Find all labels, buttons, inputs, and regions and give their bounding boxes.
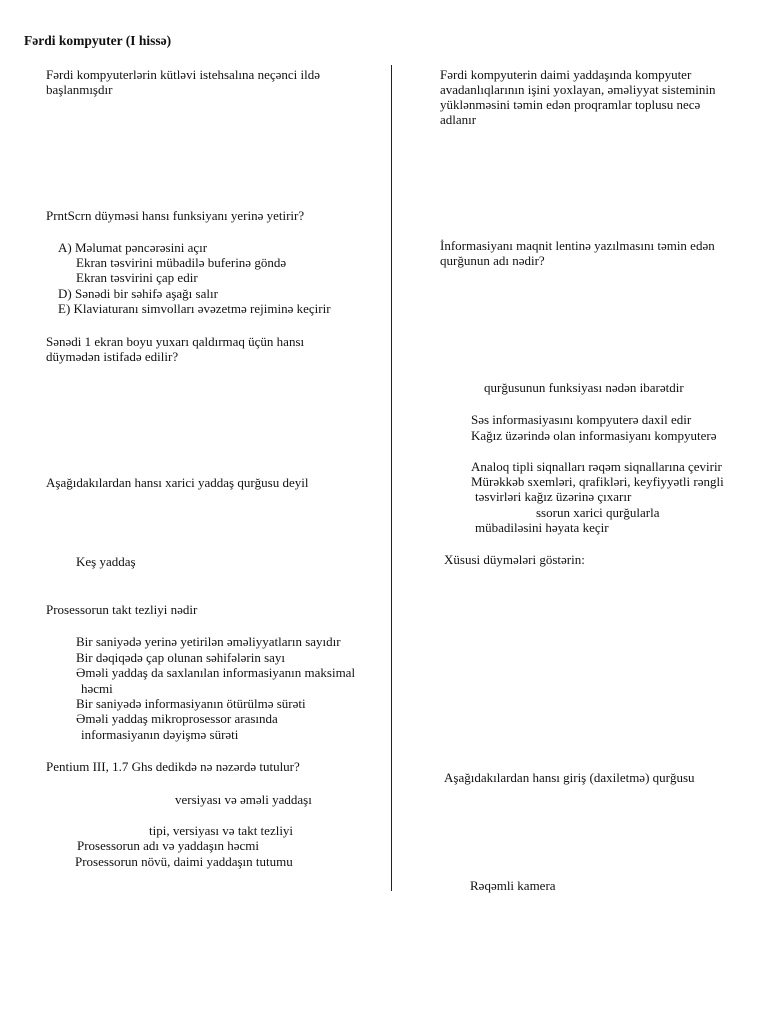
right-q3-option: mübadiləsini həyata keçir — [475, 520, 609, 535]
left-q2-option: A) Məlumat pəncərəsini açır — [58, 240, 208, 255]
left-q2-option: D) Sənədi bir səhifə aşağı salır — [58, 286, 218, 301]
left-q2-option: E) Klaviaturanı simvolları əvəzetmə rejiminə keçirir — [58, 301, 331, 316]
right-q3-option: Mürəkkəb sxemləri, qrafikləri, keyfiyyətli rəngli — [471, 474, 724, 489]
left-q5-option: Bir saniyədə yerinə yetirilən əməliyyatların sayıdır — [76, 634, 341, 649]
right-q5-answer: Rəqəmli kamera — [470, 878, 556, 893]
right-q3-option: Kağız üzərində olan informasiyanı kompyuterə — [471, 428, 717, 443]
left-q6-option: Prosessorun növü, daimi yaddaşın tutumu — [75, 854, 293, 869]
right-q3: qurğusunun funksiyası nədən ibarətdir — [484, 380, 684, 395]
left-q5-option: Bir dəqiqədə çap olunan səhifələrin sayı — [76, 650, 286, 665]
left-q2-option: Ekran təsvirini mübadilə buferinə göndə — [76, 255, 287, 270]
left-q3-line2: düymədən istifadə edilir? — [46, 349, 179, 364]
page-title: Fərdi kompyuter (I hissə) — [24, 33, 172, 48]
right-q3-option: ssorun xarici qurğularla — [536, 505, 660, 520]
left-q5: Prosessorun takt tezliyi nədir — [46, 602, 198, 617]
right-q3-option: Səs informasiyasını kompyuterə daxil edir — [471, 412, 692, 427]
right-q1-line4: adlanır — [440, 112, 477, 127]
left-q5-option: Əməli yaddaş da saxlanılan informasiyanın maksimal — [76, 665, 356, 680]
right-q4: Xüsusi düymələri göstərin: — [444, 552, 585, 567]
left-q4: Aşağıdakılardan hansı xarici yaddaş qurğusu deyil — [46, 475, 309, 490]
right-q1-line2: avadanlıqlarının işini yoxlayan, əməliyyat sisteminin — [440, 82, 716, 97]
right-q3-option: Analoq tipli siqnalları rəqəm siqnallarına çevirir — [471, 459, 722, 474]
right-q2-line2: qurğunun adı nədir? — [440, 253, 545, 268]
left-q5-option: Əməli yaddaş mikroprosessor arasında — [76, 711, 278, 726]
left-q1-line1: Fərdi kompyuterlərin kütləvi istehsalına neçənci ildə — [46, 67, 321, 82]
left-q6-option: versiyası və əməli yaddaşı — [175, 792, 312, 807]
right-q1-line3: yüklənməsini təmin edən proqramlar toplusu necə — [440, 97, 701, 112]
left-q5-option: informasiyanın dəyişmə sürəti — [81, 727, 239, 742]
left-q2-option: Ekran təsvirini çap edir — [76, 270, 198, 285]
left-q6-option: tipi, versiyası və takt tezliyi — [149, 823, 294, 838]
right-q1-line1: Fərdi kompyuterin daimi yaddaşında kompyuter — [440, 67, 692, 82]
left-q1-line2: başlanmışdır — [46, 82, 113, 97]
left-q2: PrntScrn düyməsi hansı funksiyanı yerinə yetirir? — [46, 208, 305, 223]
right-q2-line1: İnformasiyanı maqnit lentinə yazılmasını təmin edən — [440, 238, 715, 253]
left-q4-answer: Keş yaddaş — [76, 554, 136, 569]
left-q5-option: həcmi — [81, 681, 113, 696]
right-q3-option: təsvirləri kağız üzərinə çıxarır — [475, 489, 632, 504]
column-divider — [391, 65, 392, 891]
left-q6: Pentium III, 1.7 Ghs dedikdə nə nəzərdə tutulur? — [46, 759, 300, 774]
right-q5: Aşağıdakılardan hansı giriş (daxiletmə) qurğusu — [444, 770, 695, 785]
left-q6-option: Prosessorun adı və yaddaşın həcmi — [77, 838, 259, 853]
left-q3-line1: Sənədi 1 ekran boyu yuxarı qaldırmaq üçün hansı — [46, 334, 305, 349]
left-q5-option: Bir saniyədə informasiyanın ötürülmə sürəti — [76, 696, 306, 711]
